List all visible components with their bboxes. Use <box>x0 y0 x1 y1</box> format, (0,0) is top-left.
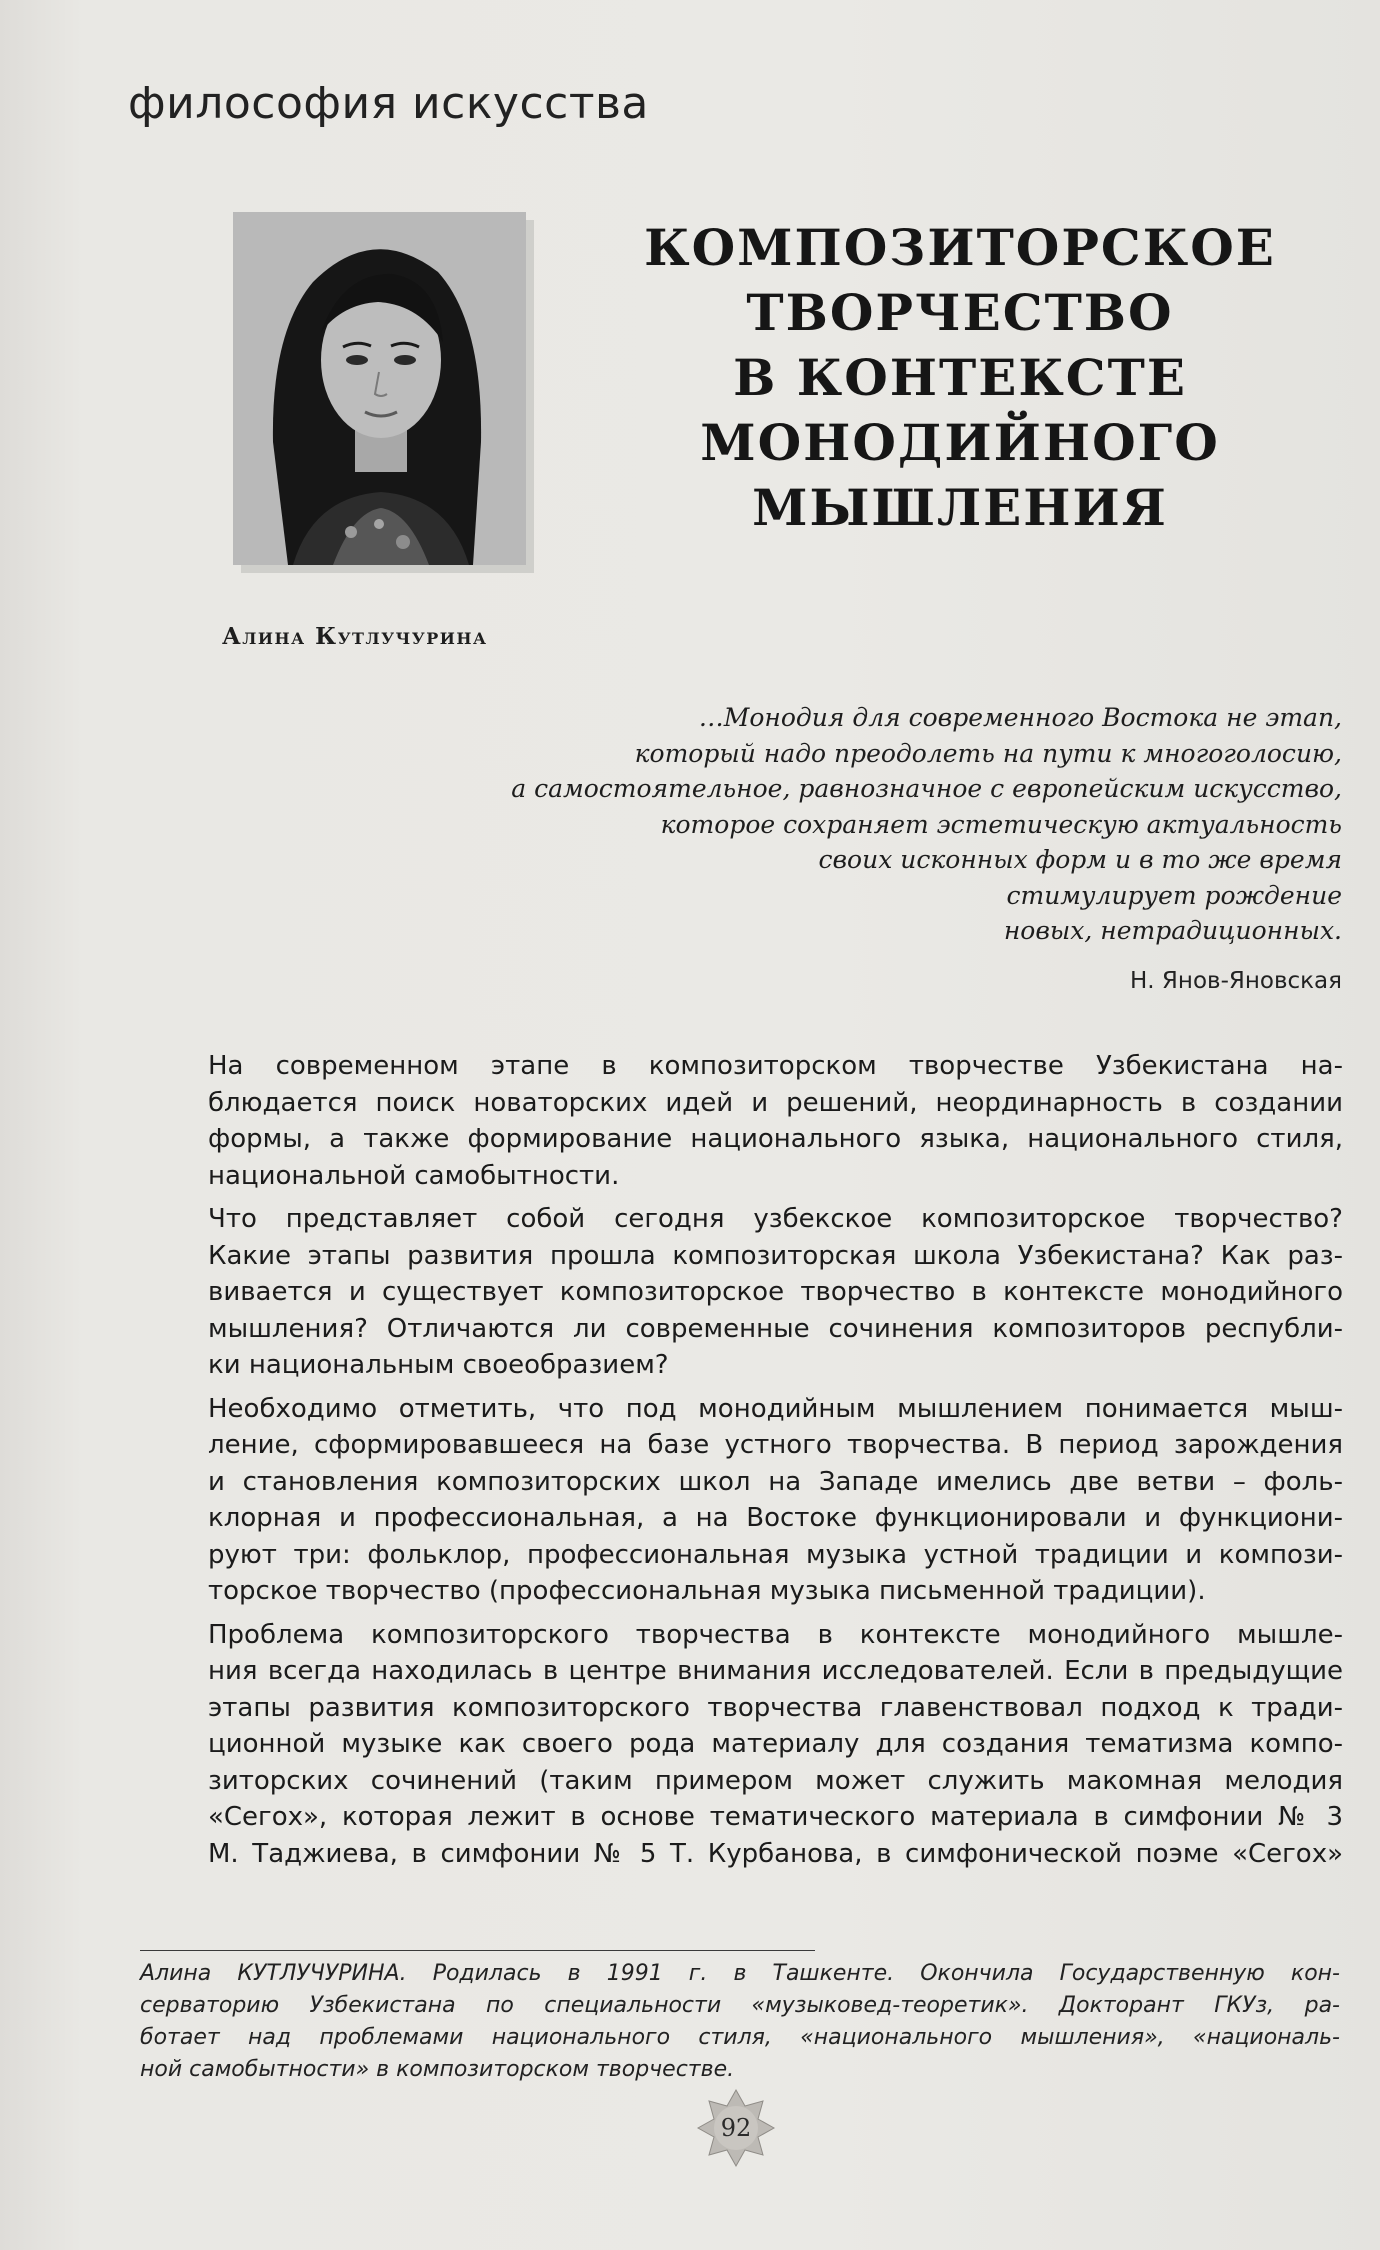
text-line: Необходимо отметить, что под монодийным мышлением понимается мыш- <box>208 1393 1343 1424</box>
section-header: философия искусства <box>128 78 649 129</box>
article-title <box>600 215 1320 540</box>
title-line: МЫШЛЕНИЯ <box>752 478 1168 537</box>
text-line: ционной музыке как своего рода материалу для создания тематизма компо- <box>208 1729 1343 1759</box>
epigraph-line: …Монодия для современного Востока не этап, <box>698 703 1342 732</box>
paragraph <box>175 1617 1343 1873</box>
text-line: Какие этапы развития прошла композиторская школа Узбекистана? Как раз- <box>208 1240 1343 1271</box>
footnote-line: ной самобытности» в композиторском творчестве. <box>140 2057 735 2082</box>
epigraph-line: который надо преодолеть на пути к многоголосию, <box>634 738 1342 768</box>
article-body <box>175 1048 1343 1879</box>
epigraph-line: новых, нетрадиционных. <box>1003 916 1342 945</box>
author-footnote <box>140 1958 1340 2086</box>
text-line: Что представляет собой сегодня узбекское композиторское творчество? <box>208 1204 1343 1234</box>
text-line: и становления композиторских школ на Западе имелись две ветви – фоль- <box>208 1466 1343 1497</box>
page-number: 92 <box>720 2114 752 2142</box>
text-line: национальной самобытности. <box>208 1160 620 1191</box>
text-line: вивается и существует композиторское творчество в контексте монодийного <box>208 1277 1343 1307</box>
author-name <box>222 623 488 650</box>
paragraph <box>175 1201 1343 1384</box>
text-line: ление, сформировавшееся на базе устного творчества. В период зарождения <box>208 1430 1343 1460</box>
text-line: Проблема композиторского творчества в контексте монодийного мышле- <box>208 1619 1343 1650</box>
text-line: зиторских сочинений (таким примером может служить макомная мелодия <box>208 1765 1343 1796</box>
paragraph <box>175 1048 1343 1194</box>
text-line: ния всегда находилась в центре внимания исследователей. Если в предыдущие <box>208 1656 1343 1686</box>
text-line: торское творчество (профессиональная музыка письменной традиции). <box>208 1576 1206 1606</box>
title-line: В КОНТЕКСТЕ <box>733 348 1187 407</box>
text-line: руют три: фольклор, профессиональная музыка устной традиции и компози- <box>208 1539 1343 1570</box>
text-line: ки национальным своеобразием? <box>208 1350 669 1380</box>
epigraph-line: своих исконных форм и в то же время <box>818 845 1342 874</box>
paragraph <box>175 1391 1343 1610</box>
footnote-line: серваторию Узбекистана по специальности «музыковед-теоретик». Докторант ГКУз, ра- <box>140 1993 1340 2018</box>
epigraph-line: которое сохраняет эстетическую актуальность <box>660 809 1342 839</box>
text-line: этапы развития композиторского творчества главенствовал подход к тради- <box>208 1692 1343 1723</box>
epigraph-line: стимулирует рождение <box>1006 880 1342 910</box>
title-line: КОМПОЗИТОРСКОЕ <box>644 218 1276 277</box>
title-line: МОНОДИЙНОГО <box>700 413 1220 472</box>
footnote-divider <box>140 1950 815 1951</box>
page-number-badge <box>696 2088 776 2168</box>
title-line: ТВОРЧЕСТВО <box>746 283 1174 342</box>
text-line: клорная и профессиональная, а на Востоке функционировали и функциони- <box>208 1503 1343 1533</box>
text-line: М. Таджиева, в симфонии № 5 Т. Курбанова, в симфонической поэме «Сегох» <box>208 1838 1343 1869</box>
author-name-text: Алина Кутлучурина <box>222 623 488 650</box>
text-line: мышления? Отличаются ли современные сочинения композиторов республи- <box>208 1313 1343 1344</box>
text-line: «Сегох», которая лежит в основе тематического материала в симфонии № 3 <box>208 1802 1343 1832</box>
text-line: На современном этапе в композиторском творчестве Узбекистана на- <box>208 1051 1343 1081</box>
epigraph <box>362 700 1342 949</box>
epigraph-line: а самостоятельное, равнозначное с европейским искусство, <box>511 774 1342 803</box>
footnote-line: Алина КУТЛУЧУРИНА. Родилась в 1991 г. в Ташкенте. Окончила Государственную кон- <box>140 1961 1340 1986</box>
text-line: блюдается поиск новаторских идей и решений, неординарность в создании <box>208 1087 1343 1118</box>
text-line: формы, а также формирование национального языка, национального стиля, <box>208 1124 1343 1154</box>
author-photo <box>233 212 526 565</box>
footnote-line: ботает над проблемами национального стиля, «национального мышления», «националь- <box>140 2025 1340 2050</box>
epigraph-author: Н. Янов-Яновская <box>1130 968 1342 994</box>
